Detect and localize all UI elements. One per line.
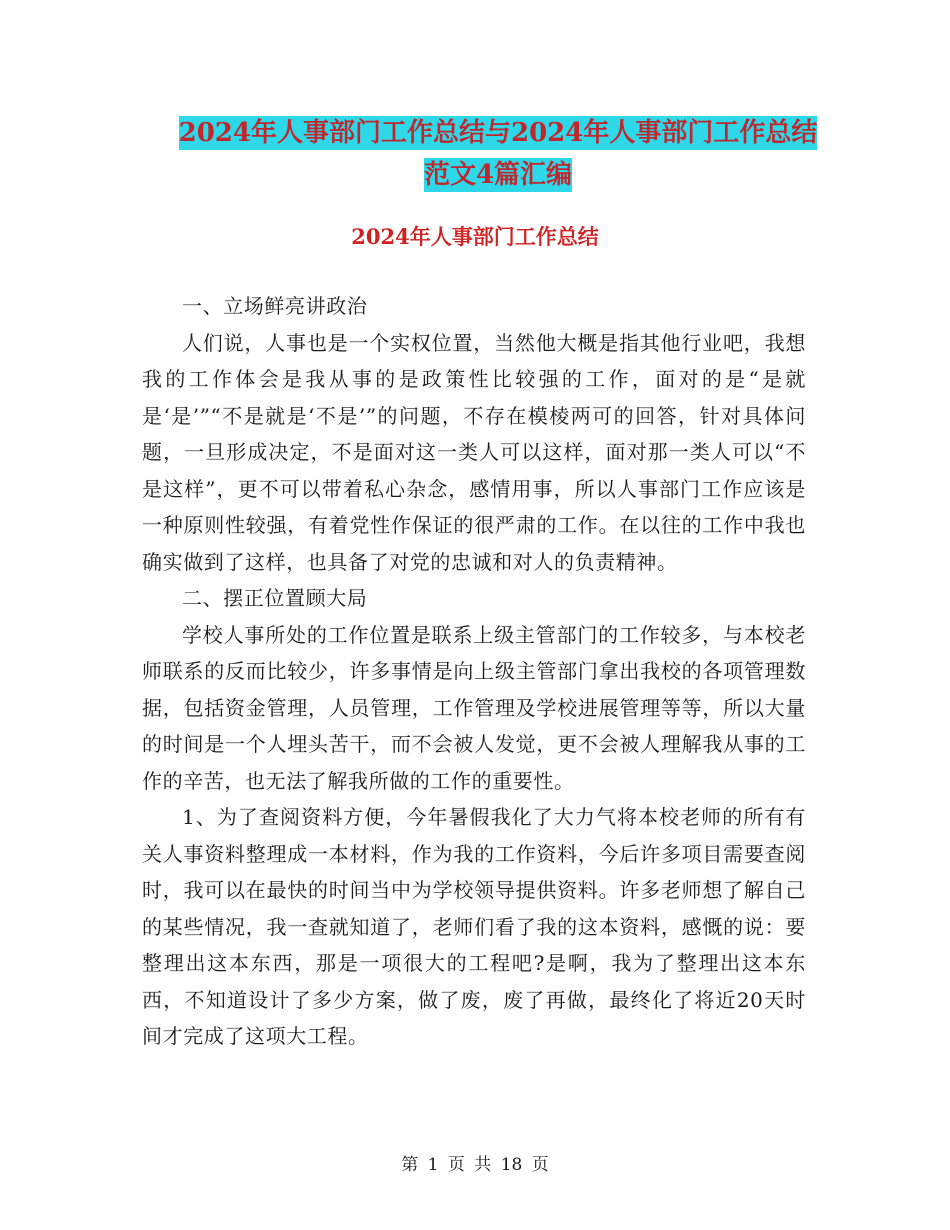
page-footer: 第 1 页 共 18 页 [401, 1155, 549, 1175]
paragraph-school-personnel: 学校人事所处的工作位置是联系上级主管部门的工作较多，与本校老师联系的反而比较少，许多事情是向上级主管部门拿出我校的各项管理数据，包括资金管理，人员管理，工作管理及学校进展管理等等，所以大量的时间是一个人埋头苦干，而不会被人发觉，更不会被人理解我从事的工作的辛苦，也无法了解我所做的工作的重要性。 [142, 622, 806, 793]
document-title-line-2: 范文4篇汇编 [423, 160, 573, 190]
heading-position-overall: 二、摆正位置顾大局 [182, 586, 368, 610]
paragraph-personnel-work: 人们说，人事也是一个实权位置，当然他大概是指其他行业吧，我想我的工作体会是我从事的是政策性比较强的工作，面对的是“是就是‘是’”“不是就是‘不是’”的问题，不存在模棱两可的回答，针对具体问题，一旦形成决定，不是面对这一类人可以这样，面对那一类人可以“不是这样”，更不可以带着私心杂念，感情用事，所以人事部门工作应该是一种原则性较强，有着党性作保证的很严肃的工作。在以往的工作中我也确实做到了这样，也具备了对党的忠诚和对人的负责精神。 [142, 330, 806, 574]
document-body [142, 288, 806, 1055]
paragraph-records-compilation: 1、为了查阅资料方便，今年暑假我化了大力气将本校老师的所有有关人事资料整理成一本材料，作为我的工作资料，今后许多项目需要查阅时，我可以在最快的时间当中为学校领导提供资料。许多老师想了解自己的某些情况，我一查就知道了，老师们看了我的这本资料，感慨的说：要整理出这本东西，那是一项很大的工程吧?是啊，我为了整理出这本东西，不知道设计了多少方案，做了废，废了再做，最终化了将近20天时间才完成了这项大工程。 [142, 805, 806, 1048]
document-title-line-1: 2024年人事部门工作总结与2024年人事部门工作总结 [178, 118, 818, 148]
section-title: 2024年人事部门工作总结 [351, 224, 599, 249]
document-title [120, 112, 876, 196]
heading-political-stance: 一、立场鲜亮讲政治 [182, 294, 368, 318]
